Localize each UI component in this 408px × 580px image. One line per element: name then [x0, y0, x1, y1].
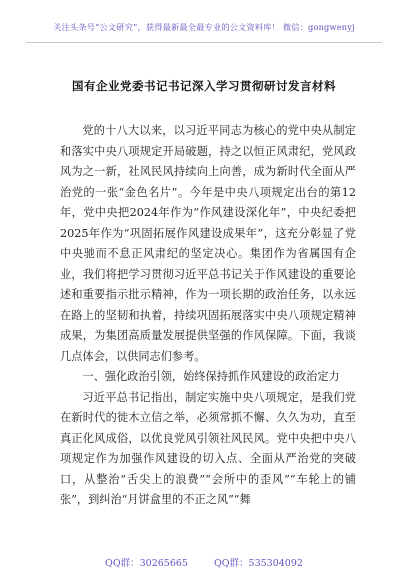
footer-qq-group-2: QQ群：535304092 [213, 558, 303, 569]
footer-contact [0, 555, 408, 569]
paragraph: 习近平总书记指出，制定实施中央八项规定，是我们党在新时代的徙木立信之举，必须常抓不懈、久久为功，直至真正化风成俗，以优良党风引领社风民风。党中央把中央八项规定作为加强作风建设的切入点、全面从严治党的突破口，从整治“舌尖上的浪费”“会所中的歪风”“车轮上的铺张”，到纠治“月饼盒里的不正之风”“舞 [60, 390, 356, 506]
header-note: 关注头条号“公文研究”，获得最新最全最专业的公文资料库！ 微信：gongwenyj [53, 22, 355, 32]
document-title: 国有企业党委书记书记深入学习贯彻研讨发言材料 [72, 79, 336, 93]
paragraph: 党的十八大以来，以习近平同志为核心的党中央从制定和落实中央八项规定开局破题，持之以恒正风肃纪，党风政风为之一新，社风民风持续向上向善，成为新时代全面从严治党的一张“金色名片”。今年是中央八项规定出台的第12年，党中央把2024年作为“作风建设深化年”，中央纪委把2025年作为“巩固拓展作风建设成果年”，这充分彰显了党中央驰而不息正风肃纪的坚定决心。集团作为省属国有企业，我们将把学习贯彻习近平总书记关于作风建设的重要论述和重要指示批示精神，作为一项长期的政治任务，以永远在路上的坚韧和执着，持续巩固拓展落实中央八项规定精神成果，为集团高质量发展提供坚强的作风保障。下面，我谈几点体会，以供同志们参考。 [60, 124, 356, 363]
section-heading: 一、强化政治引领，始终保持抓作风建设的政治定力 [82, 370, 340, 383]
footer-qq-group-1: QQ群：30265665 [105, 558, 188, 569]
document-body [60, 121, 356, 511]
header-divider [26, 42, 382, 43]
